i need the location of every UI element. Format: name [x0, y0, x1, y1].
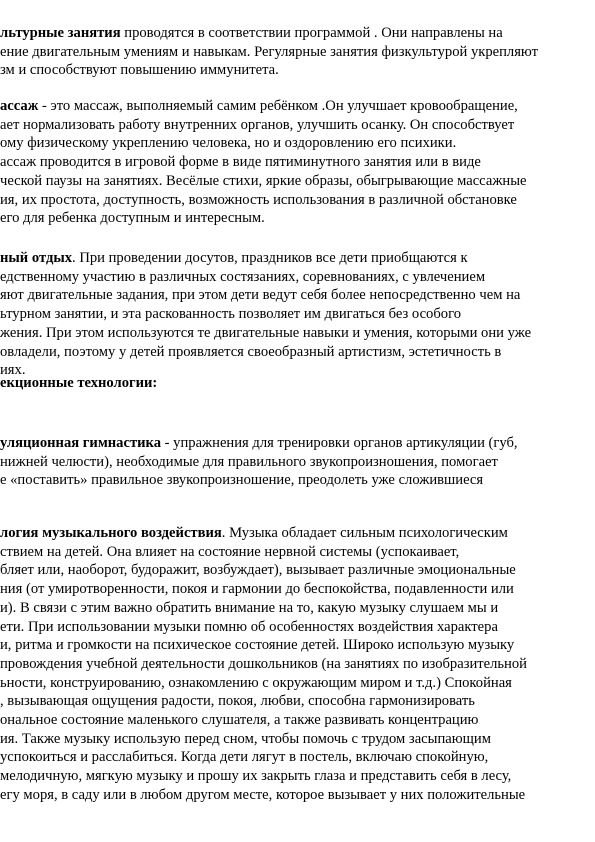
text-line [0, 599, 498, 617]
text-line [0, 249, 468, 267]
line-text: - это массаж, выполняемый самим ребёнком .Он улучшает кровообращение, [38, 98, 518, 114]
text-line [0, 153, 481, 171]
line-text: бляет или, наоборот, будоражит, возбуждает), вызывает различные эмоциональные [0, 562, 516, 579]
text-line [0, 268, 485, 286]
text-line [0, 618, 498, 636]
line-text: ия. Также музыку использую перед сном, чтобы помочь с трудом засыпающим [0, 730, 491, 747]
text-line [0, 172, 527, 190]
line-text: ьности, конструированию, ознакомлению с окружающим миром и т.д.) Спокойная [0, 674, 512, 691]
line-text: яют двигательные задания, при этом дети ведут себя более непосредственно чем на [0, 287, 521, 304]
line-text: едственному участию в различных состязаниях, соревнованиях, с увлечением [0, 268, 486, 285]
text-line [0, 786, 525, 804]
text-line [0, 134, 456, 152]
line-text: е «поставить» правильное звукопроизношение, преодолеть уже сложившиеся [0, 472, 484, 489]
line-text: . При проведении досутов, праздников все дети приобщаются к [72, 250, 468, 266]
line-text: успокоиться и расслабиться. Когда дети лягут в постель, включаю спокойную, [0, 749, 489, 766]
line-text: зм и способствуют повышению иммунитета. [0, 62, 279, 79]
line-text: ьтурном занятии, и эта раскованность позволяет им двигаться без особого [0, 306, 461, 323]
text-line [0, 561, 516, 579]
line-text: ния (от умиротворенности, покоя и гармонии до беспокойства, подавленности или [0, 581, 514, 598]
bold-term: ассаж [0, 98, 39, 114]
bold-term: логия музыкального воздействия [0, 525, 222, 541]
text-line [0, 674, 512, 692]
line-text: ассаж проводится в игровой форме в виде пятиминутного занятия или в виде [0, 154, 481, 171]
text-line [0, 524, 508, 542]
line-text: ому физическому укреплению человека, но и оздоровлению его психики. [0, 135, 457, 152]
line-text: - упражнения для тренировки органов артикуляции (губ, [161, 435, 518, 451]
text-line [0, 324, 531, 342]
line-text: нижней челюсти), необходимые для правильного звукопроизношения, помогает [0, 453, 498, 470]
line-text: ствием на детей. Она влияет на состояние нервной системы (успокаивает, [0, 543, 460, 560]
line-text: проводятся в соответствии программой . Они направлены на [120, 25, 503, 41]
line-text: иях. [0, 362, 26, 379]
line-text: мелодичную, мягкую музыку и прошу их закрыть глаза и представить себя в лесу, [0, 768, 512, 785]
text-line [0, 434, 518, 452]
line-text: егу моря, в саду или в любом другом месте, которое вызывает у них положительные [0, 786, 526, 803]
text-line [0, 61, 279, 79]
text-line [0, 711, 478, 729]
line-text: овладели, поэтому у детей проявляется своеобразный артистизм, эстетичность в [0, 343, 502, 360]
text-line [0, 767, 511, 785]
text-line [0, 636, 514, 654]
text-line [0, 374, 157, 392]
text-line [0, 655, 527, 673]
text-line [0, 305, 461, 323]
text-line [0, 24, 503, 42]
line-text: ети. При использовании музыки помню об особенностях воздействия характера [0, 618, 498, 635]
text-line [0, 97, 518, 115]
text-line [0, 116, 514, 134]
text-line [0, 748, 488, 766]
line-text: ает нормализовать работу внутренних органов, улучшить осанку. Он способствует [0, 116, 515, 133]
text-line [0, 471, 483, 489]
line-text: его для ребенка доступным и интересным. [0, 210, 265, 227]
bold-term: уляционная гимнастика [0, 435, 162, 451]
line-text: провождения учебной деятельности дошкольников (на занятиях по изобразительной [0, 655, 527, 672]
text-line [0, 453, 498, 471]
text-line [0, 580, 514, 598]
line-text: и). В связи с этим важно обратить внимание на то, какую музыку слушаем мы и [0, 599, 499, 616]
bold-term: ный отдых [0, 250, 73, 266]
text-line [0, 191, 517, 209]
line-text: и, ритма и громкости на психическое состояние детей. Широко использую музыку [0, 637, 515, 654]
line-text: ение двигательным умениям и навыкам. Регулярные занятия физкультурой укрепляют [0, 43, 539, 60]
line-text: ия, их простота, доступность, возможность использования в различной обстановке [0, 191, 517, 208]
line-text: ческой паузы на занятиях. Весёлые стихи, яркие образы, обыгрывающие массажные [0, 172, 527, 189]
text-line [0, 730, 491, 748]
text-line [0, 343, 501, 361]
text-line [0, 692, 475, 710]
line-text: . Музыка обладает сильным психологическим [221, 525, 508, 541]
line-text: жения. При этом используются те двигательные навыки и умения, которыми они уже [0, 324, 532, 341]
text-line [0, 43, 538, 61]
line-text: ональное состояние маленького слушателя, а также развивать концентрацию [0, 712, 479, 728]
bold-term: льтурные занятия [0, 25, 121, 41]
bold-term: екционные технологии: [0, 375, 158, 391]
text-line [0, 543, 459, 561]
text-line [0, 209, 265, 227]
text-line [0, 286, 520, 304]
line-text: , вызывающая ощущения радости, покоя, любви, способна гармонизировать [0, 693, 475, 710]
